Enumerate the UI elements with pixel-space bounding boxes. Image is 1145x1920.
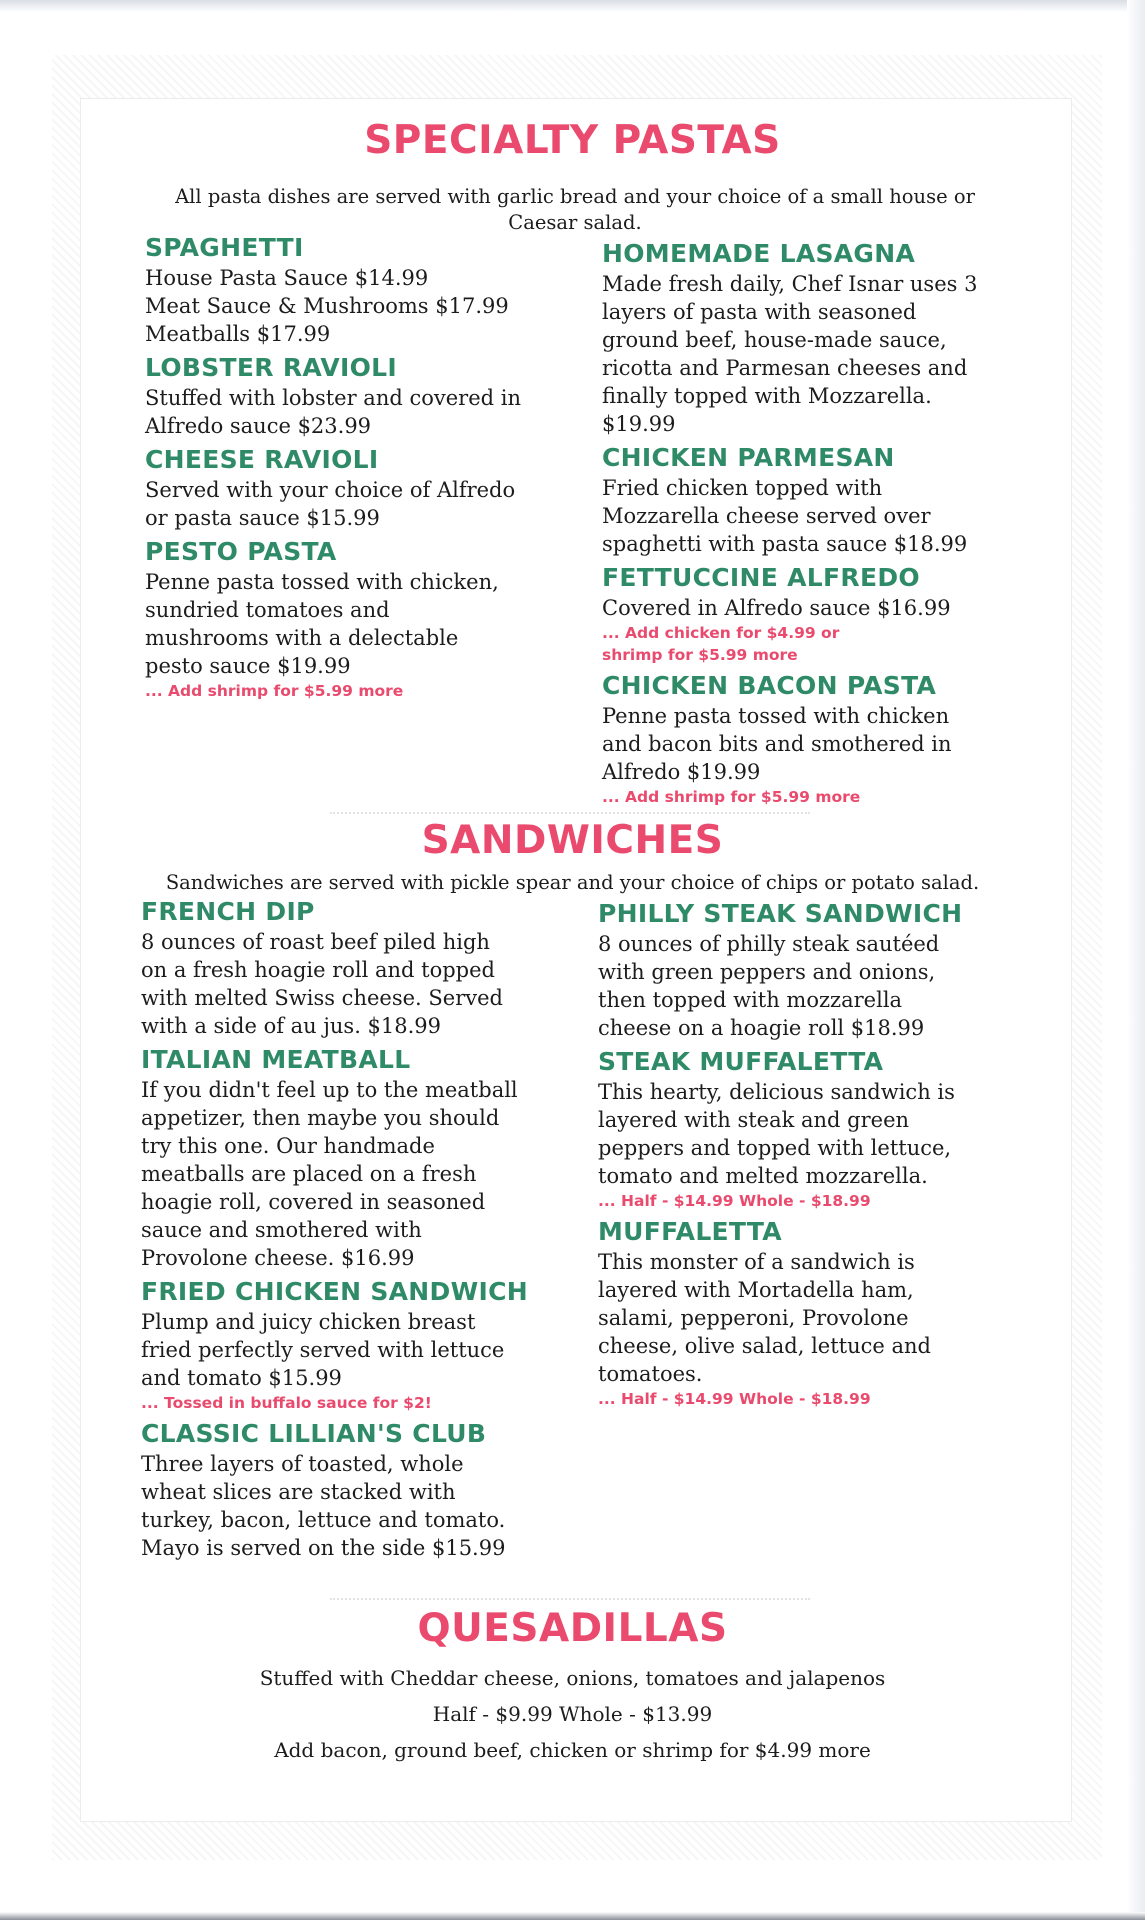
menu-item-description: Mayo is served on the side $15.99 <box>141 1536 506 1560</box>
menu-item-description: Alfredo sauce $23.99 <box>145 414 372 438</box>
quesadillas-addons: Add bacon, ground beef, chicken or shrimp for $4.99 more <box>274 1738 871 1762</box>
menu-item <box>145 536 575 706</box>
menu-item-description: If you didn't feel up to the meatball <box>141 1078 518 1102</box>
menu-item-description: Meatballs $17.99 <box>145 322 331 346</box>
menu-item-description: spaghetti with pasta sauce $18.99 <box>602 532 968 556</box>
menu-item-addon: ... Add shrimp for $5.99 more <box>602 788 861 806</box>
menu-item-description: tomatoes. <box>598 1362 703 1386</box>
menu-item-name: PESTO PASTA <box>145 537 337 566</box>
menu-item-description: try this one. Our handmade <box>141 1134 435 1158</box>
menu-item-description: sundried tomatoes and <box>145 598 390 622</box>
menu-item <box>141 1418 581 1566</box>
scan-edge-bottom <box>0 1912 1145 1920</box>
menu-item-description: finally topped with Mozzarella. <box>602 384 932 408</box>
menu-item-description: mushrooms with a delectable <box>145 626 459 650</box>
menu-item-addon: ... Half - $14.99 Whole - $18.99 <box>598 1192 871 1210</box>
menu-item-description: Made fresh daily, Chef Isnar uses 3 <box>602 272 978 296</box>
menu-item <box>145 444 575 536</box>
pastas-title: SPECIALTY PASTAS <box>364 118 781 163</box>
menu-item-description: and bacon bits and smothered in <box>602 732 952 756</box>
divider <box>330 1598 810 1600</box>
menu-item-description: Plump and juicy chicken breast <box>141 1310 476 1334</box>
menu-item <box>141 1044 581 1276</box>
menu-item-description: appetizer, then maybe you should <box>141 1106 500 1130</box>
menu-item-description: Provolone cheese. $16.99 <box>141 1246 415 1270</box>
menu-item-description: Covered in Alfredo sauce $16.99 <box>602 596 951 620</box>
menu-item-description: ricotta and Parmesan cheeses and <box>602 356 968 380</box>
menu-item-addon: ... Add shrimp for $5.99 more <box>145 682 404 700</box>
menu-item-description: Mozzarella cheese served over <box>602 504 931 528</box>
quesadillas-title: QUESADILLAS <box>417 1606 728 1651</box>
menu-item-description: on a fresh hoagie roll and topped <box>141 958 495 982</box>
menu-item-addon: ... Half - $14.99 Whole - $18.99 <box>598 1390 871 1408</box>
menu-item-description: cheese on a hoagie roll $18.99 <box>598 1016 925 1040</box>
quesadillas-description: Stuffed with Cheddar cheese, onions, tomatoes and jalapenos <box>259 1666 886 1690</box>
menu-item-description: House Pasta Sauce $14.99 <box>145 266 429 290</box>
menu-item <box>598 898 1028 1046</box>
menu-item-description: This hearty, delicious sandwich is <box>598 1080 955 1104</box>
menu-item-description: 8 ounces of roast beef piled high <box>141 930 490 954</box>
menu-item-name: ITALIAN MEATBALL <box>141 1045 411 1074</box>
menu-item-description: Penne pasta tossed with chicken, <box>145 570 499 594</box>
pastas-intro: All pasta dishes are served with garlic bread and your choice of a small house or Caesar salad. <box>175 185 975 234</box>
menu-item-description: sauce and smothered with <box>141 1218 422 1242</box>
divider <box>330 812 810 814</box>
menu-item <box>602 562 1022 670</box>
menu-item-description: cheese, olive salad, lettuce and <box>598 1334 931 1358</box>
menu-item <box>145 232 575 352</box>
menu-item-name: STEAK MUFFALETTA <box>598 1047 884 1076</box>
menu-item-description: with green peppers and onions, <box>598 960 936 984</box>
menu-item-name: HOMEMADE LASAGNA <box>602 239 916 268</box>
sandwiches-title: SANDWICHES <box>421 818 724 863</box>
menu-item-description: fried perfectly served with lettuce <box>141 1338 505 1362</box>
menu-item-name: SPAGHETTI <box>145 233 304 262</box>
menu-item-description: Alfredo $19.99 <box>602 760 761 784</box>
menu-item-description: This monster of a sandwich is <box>598 1250 915 1274</box>
menu-item-description: with melted Swiss cheese. Served <box>141 986 503 1010</box>
menu-item <box>141 1276 581 1418</box>
scan-edge-top <box>0 0 1145 12</box>
menu-item-description: peppers and topped with lettuce, <box>598 1136 952 1160</box>
pastas-left-column <box>145 232 575 706</box>
menu-item-name: FETTUCCINE ALFREDO <box>602 563 920 592</box>
menu-item-description: tomato and melted mozzarella. <box>598 1164 928 1188</box>
pastas-right-column <box>602 238 1022 812</box>
menu-item-name: CHEESE RAVIOLI <box>145 445 379 474</box>
menu-item-description: Meat Sauce & Mushrooms $17.99 <box>145 294 509 318</box>
menu-item-name: FRIED CHICKEN SANDWICH <box>141 1277 528 1306</box>
menu-item-description: $19.99 <box>602 412 676 436</box>
menu-item-description: layered with steak and green <box>598 1108 910 1132</box>
menu-item-description: pesto sauce $19.99 <box>145 654 351 678</box>
menu-item-addon: shrimp for $5.99 more <box>602 646 798 664</box>
menu-item-name: CHICKEN PARMESAN <box>602 443 895 472</box>
quesadillas-prices: Half - $9.99 Whole - $13.99 <box>432 1702 713 1726</box>
menu-item-description: Fried chicken topped with <box>602 476 883 500</box>
menu-item <box>602 670 1022 812</box>
menu-item-addon: ... Add chicken for $4.99 or <box>602 624 840 642</box>
sandwiches-left-column <box>141 896 581 1566</box>
menu-item-description: salami, pepperoni, Provolone <box>598 1306 909 1330</box>
menu-item-description: 8 ounces of philly steak sautéed <box>598 932 940 956</box>
menu-item <box>141 896 581 1044</box>
menu-item-description: Penne pasta tossed with chicken <box>602 704 950 728</box>
menu-item-description: or pasta sauce $15.99 <box>145 506 380 530</box>
menu-item-description: Served with your choice of Alfredo <box>145 478 516 502</box>
menu-item-name: LOBSTER RAVIOLI <box>145 353 397 382</box>
menu-item-description: layers of pasta with seasoned <box>602 300 917 324</box>
menu-item-name: FRENCH DIP <box>141 897 315 926</box>
menu-item <box>602 442 1022 562</box>
menu-item-name: MUFFALETTA <box>598 1217 782 1246</box>
menu-item-description: hoagie roll, covered in seasoned <box>141 1190 486 1214</box>
menu-item <box>602 238 1022 442</box>
menu-item-addon: ... Tossed in buffalo sauce for $2! <box>141 1394 432 1412</box>
menu-item-name: CLASSIC LILLIAN'S CLUB <box>141 1419 487 1448</box>
menu-item-description: with a side of au jus. $18.99 <box>141 1014 442 1038</box>
sandwiches-right-column <box>598 898 1028 1414</box>
menu-item <box>598 1046 1028 1216</box>
sandwiches-intro: Sandwiches are served with pickle spear and your choice of chips or potato salad. <box>165 871 980 894</box>
menu-item-description: turkey, bacon, lettuce and tomato. <box>141 1508 506 1532</box>
menu-item-description: meatballs are placed on a fresh <box>141 1162 477 1186</box>
menu-item-description: layered with Mortadella ham, <box>598 1278 914 1302</box>
menu-item-description: ground beef, house-made sauce, <box>602 328 947 352</box>
menu-item-name: PHILLY STEAK SANDWICH <box>598 899 963 928</box>
menu-item <box>145 352 575 444</box>
menu-item-name: CHICKEN BACON PASTA <box>602 671 937 700</box>
menu-item-description: and tomato $15.99 <box>141 1366 342 1390</box>
menu-item-description: wheat slices are stacked with <box>141 1480 456 1504</box>
menu-item-description: then topped with mozzarella <box>598 988 903 1012</box>
menu-item-description: Three layers of toasted, whole <box>141 1452 464 1476</box>
menu-item-description: Stuffed with lobster and covered in <box>145 386 521 410</box>
menu-item <box>598 1216 1028 1414</box>
